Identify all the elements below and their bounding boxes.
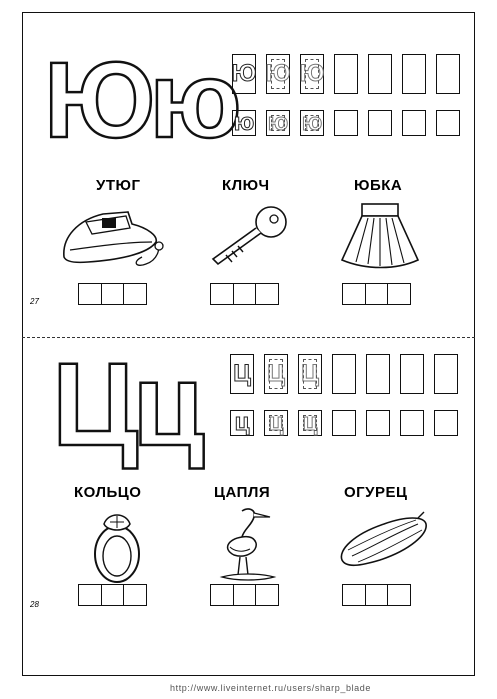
word-label-key: КЛЮЧ: [222, 177, 270, 194]
answer-box[interactable]: [255, 283, 279, 305]
top-section: [22, 12, 475, 337]
trace-cell[interactable]: [368, 110, 392, 136]
trace-row-lower: [230, 410, 458, 436]
answer-box[interactable]: [210, 283, 234, 305]
trace-cell[interactable]: [436, 110, 460, 136]
trace-cell[interactable]: ю: [301, 109, 323, 136]
trace-cell[interactable]: ц: [298, 410, 322, 436]
trace-cell[interactable]: [366, 354, 390, 394]
word-label-ring: КОЛЬЦО: [74, 484, 142, 501]
word-label-iron: УТЮГ: [96, 177, 141, 194]
trace-cell[interactable]: ю: [267, 109, 289, 136]
word-label-cucumber: ОГУРЕЦ: [344, 484, 408, 501]
key-icon: [206, 202, 296, 272]
watermark-url: http://www.liveinternet.ru/users/sharp_blade: [170, 683, 371, 693]
answer-boxes: [78, 584, 147, 606]
trace-cell[interactable]: ю: [233, 109, 255, 136]
answer-box[interactable]: [255, 584, 279, 606]
trace-cell[interactable]: [400, 354, 424, 394]
trace-cell[interactable]: Ц: [264, 354, 288, 394]
answer-boxes: [78, 283, 147, 305]
answer-box[interactable]: [342, 283, 366, 305]
answer-box[interactable]: [101, 584, 125, 606]
trace-grid-yu: [232, 54, 460, 136]
trace-row-lower: [232, 110, 460, 136]
answer-boxes: [210, 584, 279, 606]
answer-box[interactable]: [387, 283, 411, 305]
answer-box[interactable]: [233, 283, 257, 305]
trace-cell[interactable]: ц: [230, 410, 254, 436]
answer-box[interactable]: [78, 283, 102, 305]
trace-cell[interactable]: Ю: [300, 54, 324, 94]
trace-cell[interactable]: [436, 54, 460, 94]
trace-cell[interactable]: [332, 354, 356, 394]
ring-icon: [82, 506, 152, 586]
answer-box[interactable]: [365, 584, 389, 606]
big-letters-ts: Цц: [52, 339, 199, 471]
answer-box[interactable]: [387, 584, 411, 606]
word-label-heron: ЦАПЛЯ: [214, 484, 271, 501]
trace-cell[interactable]: [434, 354, 458, 394]
trace-cell[interactable]: [334, 110, 358, 136]
trace-cell[interactable]: [368, 54, 392, 94]
trace-grid-ts: [230, 354, 458, 436]
big-letters-yu: Юю: [44, 39, 236, 160]
page-number: 28: [30, 600, 39, 609]
trace-row-upper: [230, 354, 458, 394]
trace-cell[interactable]: [434, 410, 458, 436]
page-number: 27: [30, 297, 39, 306]
answer-box[interactable]: [233, 584, 257, 606]
bottom-section: [22, 338, 475, 674]
trace-cell[interactable]: [332, 410, 356, 436]
answer-box[interactable]: [210, 584, 234, 606]
skirt-icon: [336, 200, 422, 274]
answer-box[interactable]: [78, 584, 102, 606]
answer-box[interactable]: [101, 283, 125, 305]
trace-cell[interactable]: ц: [264, 410, 288, 436]
answer-box[interactable]: [342, 584, 366, 606]
answer-box[interactable]: [123, 584, 147, 606]
answer-box[interactable]: [123, 283, 147, 305]
trace-cell[interactable]: [366, 410, 390, 436]
trace-cell[interactable]: Ц: [230, 354, 254, 394]
answer-box[interactable]: [365, 283, 389, 305]
answer-boxes: [210, 283, 279, 305]
trace-cell[interactable]: [402, 110, 426, 136]
answer-boxes: [342, 283, 411, 305]
trace-cell[interactable]: Ю: [266, 54, 290, 94]
trace-cell[interactable]: [334, 54, 358, 94]
trace-cell[interactable]: Ц: [298, 354, 322, 394]
cucumber-icon: [334, 510, 430, 574]
iron-icon: [58, 202, 168, 272]
trace-cell[interactable]: [402, 54, 426, 94]
trace-row-upper: [232, 54, 460, 94]
word-label-skirt: ЮБКА: [354, 177, 403, 194]
heron-icon: [212, 503, 282, 585]
trace-cell[interactable]: Ю: [232, 54, 256, 94]
answer-boxes: [342, 584, 411, 606]
trace-cell[interactable]: [400, 410, 424, 436]
